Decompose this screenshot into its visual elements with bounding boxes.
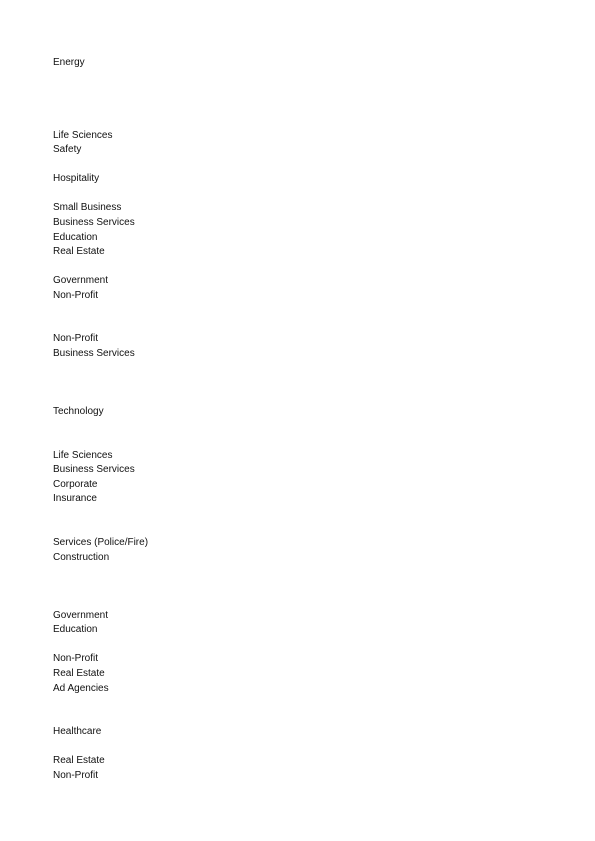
text-line bbox=[53, 522, 533, 537]
text-line: Non-Profit bbox=[53, 769, 99, 781]
text-line bbox=[53, 114, 533, 129]
text-line: Real Estate bbox=[53, 755, 105, 767]
text-line: Safety bbox=[53, 144, 82, 156]
text-line bbox=[53, 303, 533, 318]
text-line: Ad Agencies bbox=[53, 682, 109, 694]
text-line bbox=[53, 158, 533, 173]
text-line bbox=[53, 565, 533, 580]
text-line bbox=[53, 594, 533, 609]
text-line: Hospitality bbox=[53, 173, 100, 185]
text-line: Non-Profit bbox=[53, 653, 99, 665]
text-line bbox=[53, 420, 533, 435]
text-line: Corporate bbox=[53, 478, 98, 490]
text-line: Real Estate bbox=[53, 667, 105, 679]
text-line bbox=[53, 260, 533, 275]
text-line bbox=[53, 740, 533, 755]
text-line: Life Sciences bbox=[53, 129, 113, 141]
text-line bbox=[53, 391, 533, 406]
text-line: Healthcare bbox=[53, 726, 102, 738]
text-line bbox=[53, 434, 533, 449]
text-line: Education bbox=[53, 231, 98, 243]
text-line: Real Estate bbox=[53, 246, 105, 258]
text-line bbox=[53, 318, 533, 333]
text-line bbox=[53, 507, 533, 522]
text-line bbox=[53, 361, 533, 376]
text-line: Insurance bbox=[53, 493, 97, 505]
text-line bbox=[53, 580, 533, 595]
text-line: Government bbox=[53, 275, 109, 287]
text-line: Technology bbox=[53, 406, 104, 418]
text-line bbox=[53, 711, 533, 726]
text-line: Non-Profit bbox=[53, 289, 99, 301]
text-line: Education bbox=[53, 624, 98, 636]
text-line: Life Sciences bbox=[53, 449, 113, 461]
text-line: Business Services bbox=[53, 217, 135, 229]
text-line: Non-Profit bbox=[53, 333, 99, 345]
text-line bbox=[53, 187, 533, 202]
text-line: Government bbox=[53, 609, 109, 621]
text-line: Services (Police/Fire) bbox=[53, 537, 149, 549]
text-line bbox=[53, 376, 533, 391]
text-line: Small Business bbox=[53, 202, 122, 214]
text-line bbox=[53, 638, 533, 653]
text-line: Business Services bbox=[53, 464, 135, 476]
text-line bbox=[53, 85, 533, 100]
text-line bbox=[53, 696, 533, 711]
industry-list bbox=[53, 56, 533, 783]
text-line bbox=[53, 100, 533, 115]
text-line bbox=[53, 71, 533, 86]
text-line: Business Services bbox=[53, 347, 135, 359]
text-line: Energy bbox=[53, 57, 85, 68]
text-line: Construction bbox=[53, 551, 110, 563]
